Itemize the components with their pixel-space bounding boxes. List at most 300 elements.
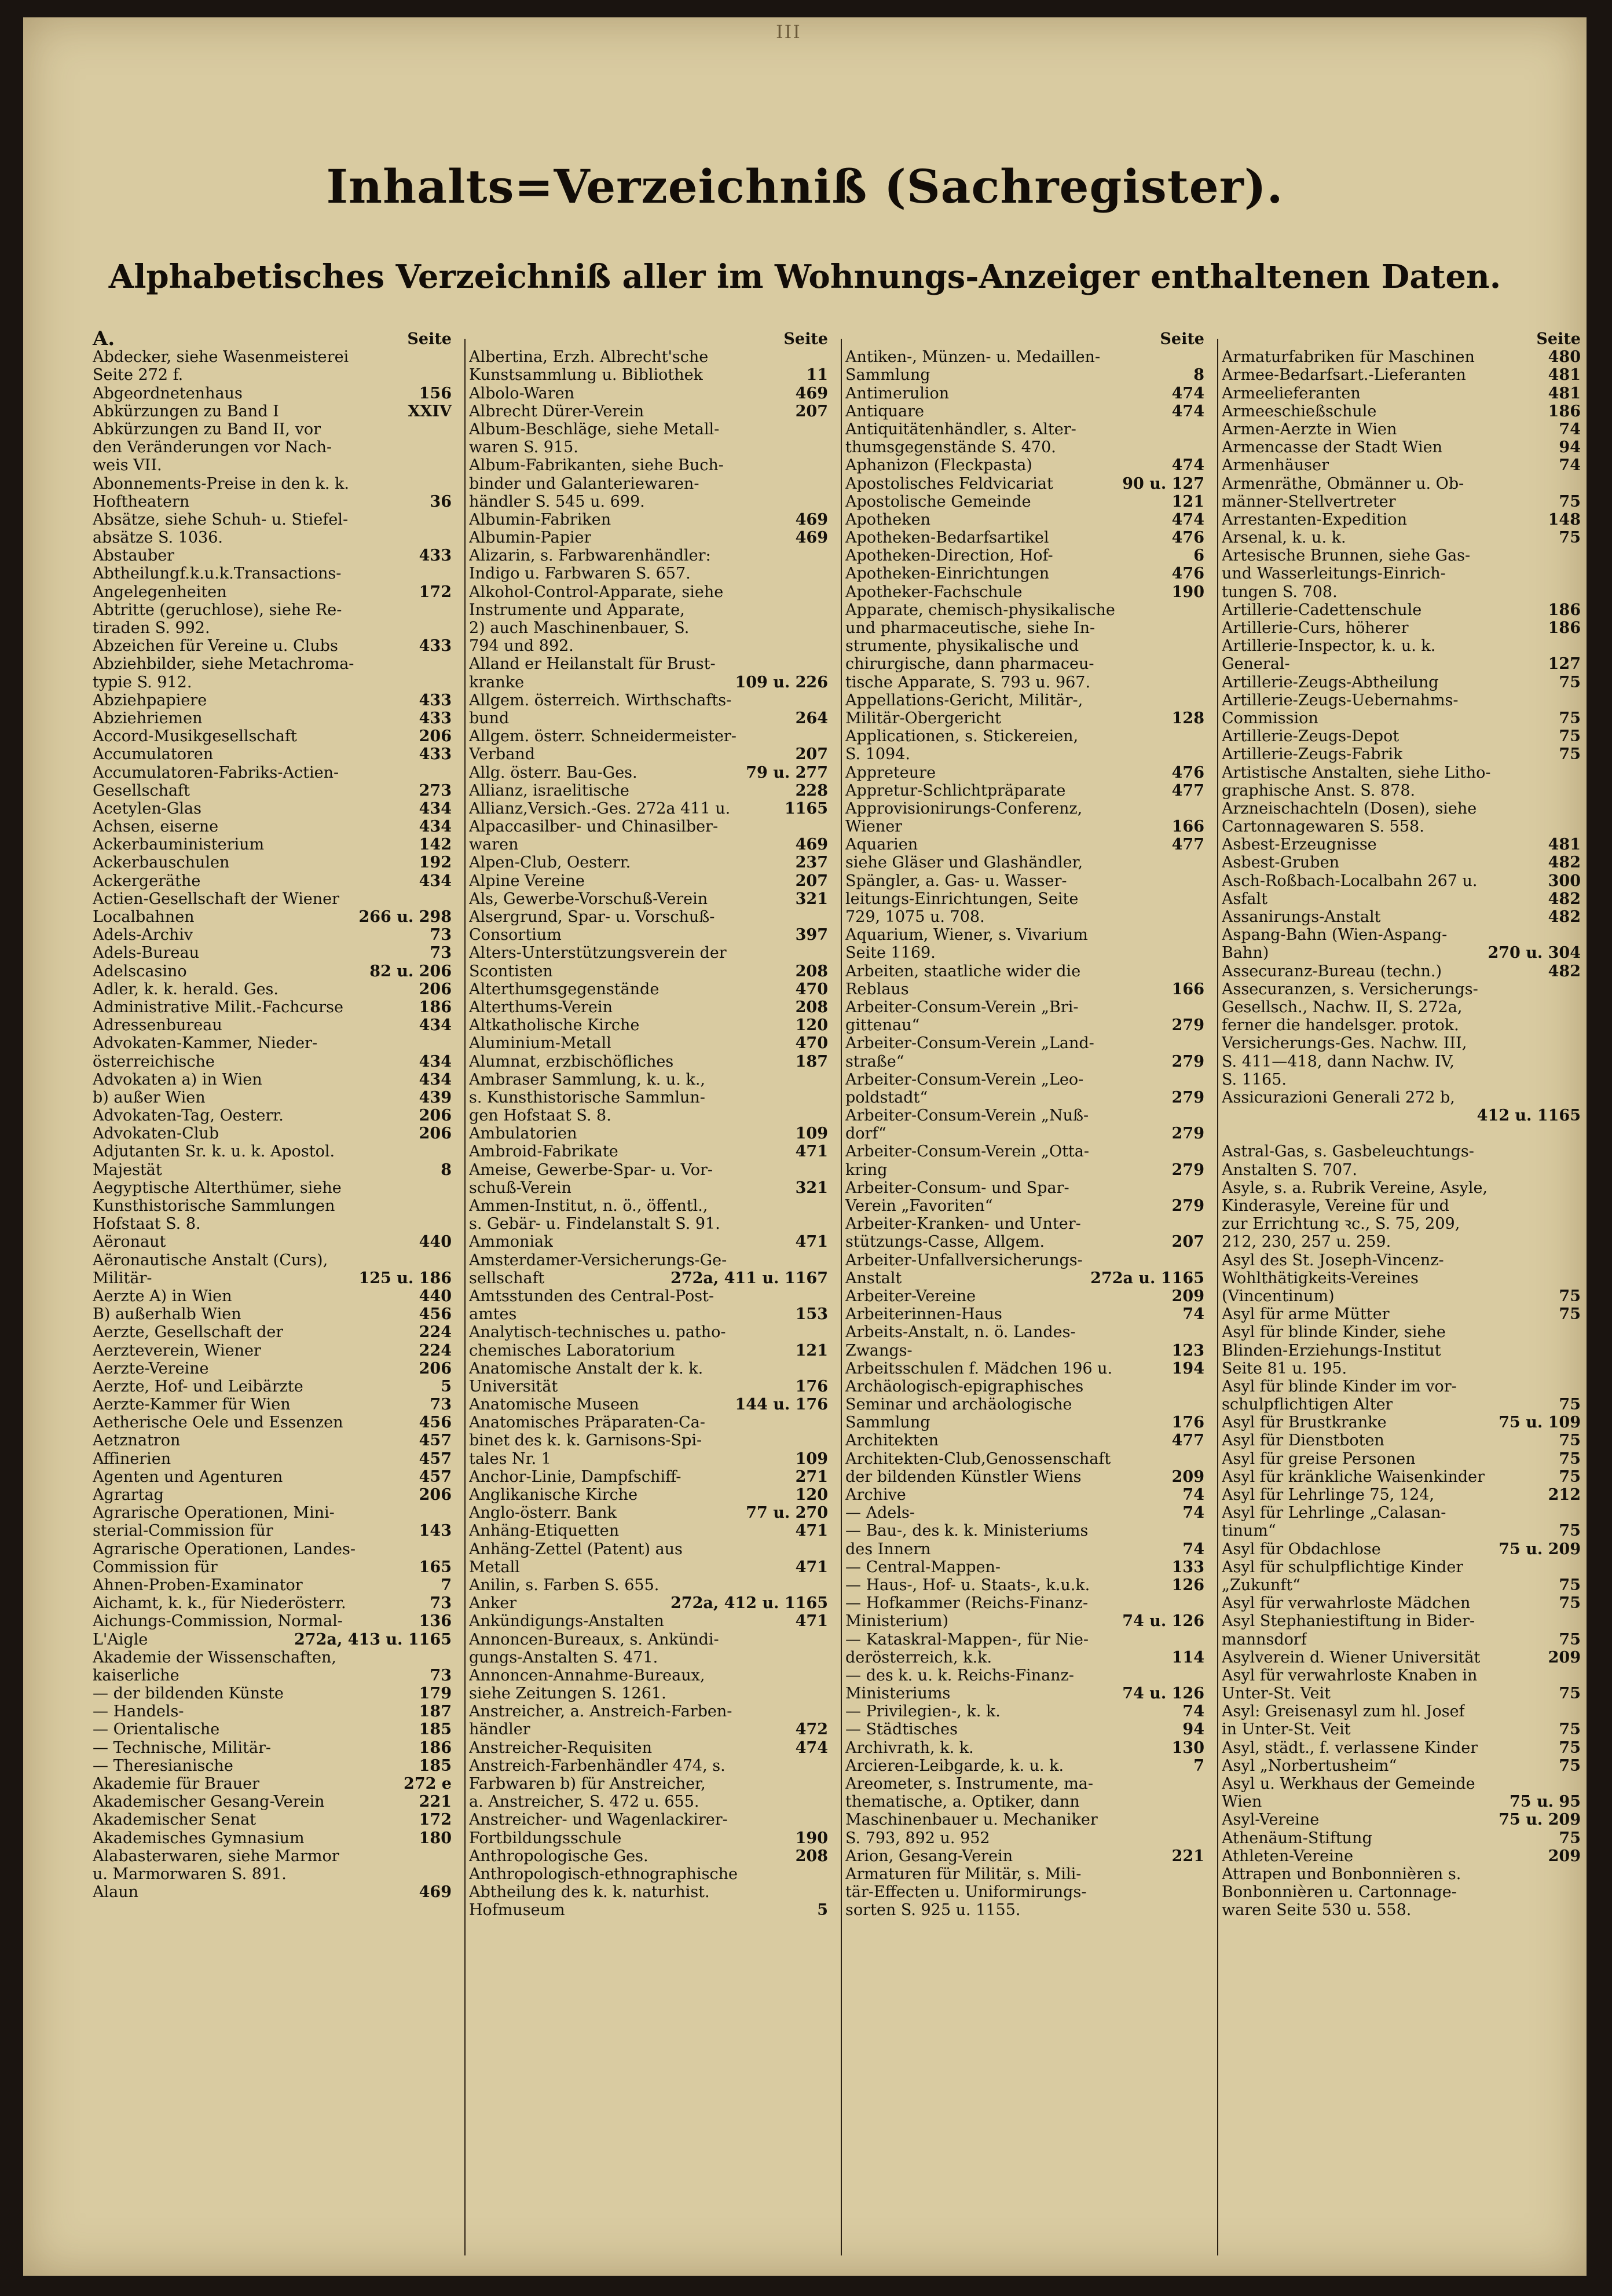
entry-page: 114: [1171, 1648, 1204, 1667]
entry-page: [1201, 1107, 1204, 1125]
entry-term: Alland er Heilanstalt für Brust-: [469, 655, 716, 673]
index-entry: [845, 836, 1204, 854]
entry-page: 474: [1171, 510, 1204, 529]
entry-term: kaiserliche: [93, 1666, 179, 1685]
entry-term: Alaun: [93, 1883, 139, 1902]
entry-term: — Theresianische: [93, 1756, 233, 1775]
entry-term: Abzeichen für Vereine u. Clubs: [93, 637, 338, 656]
entry-page: 75: [1559, 1720, 1581, 1739]
index-entry: [1222, 420, 1581, 438]
entry-term: Instrumente und Apparate,: [469, 600, 685, 619]
entry-term: zur Errichtung ꝛc., S. 75, 209,: [1222, 1215, 1460, 1233]
index-entry: [1222, 619, 1581, 637]
entry-page: [825, 601, 828, 619]
entry-page: 94: [1182, 1720, 1204, 1739]
entry-term: Areometer, s. Instrumente, ma-: [845, 1775, 1094, 1793]
entry-page: 469: [419, 1883, 452, 1902]
entry-page: [1201, 1251, 1204, 1269]
index-entry: [93, 872, 452, 890]
index-entry: [93, 1883, 452, 1901]
index-entry: [469, 1829, 828, 1847]
entry-term: Advokaten a) in Wien: [93, 1070, 262, 1089]
index-entry: [845, 1089, 1204, 1107]
entry-term: Affinerien: [93, 1449, 171, 1468]
entry-term: Apotheken-Direction, Hof-: [845, 547, 1053, 565]
entry-term: Alsergrund, Spar- u. Vorschuß-: [469, 908, 715, 926]
entry-term: chirurgische, dann pharmaceu-: [845, 655, 1094, 673]
entry-term: Adelscasino: [93, 962, 187, 980]
entry-term: Aquarien: [845, 836, 918, 854]
index-entry: [469, 1414, 828, 1431]
index-entry: [93, 1775, 452, 1793]
index-entry: [469, 1739, 828, 1757]
entry-term: Abdecker, siehe Wasenmeisterei: [93, 348, 349, 367]
entry-term: Alpaccasilber- und Chinasilber-: [469, 818, 719, 836]
index-entry: [469, 745, 828, 763]
index-entry: [1222, 800, 1581, 818]
entry-term: Asyl: Greisenasyl zum hl. Josef: [1222, 1702, 1465, 1721]
entry-page: 206: [419, 1107, 452, 1125]
index-entry: [93, 1305, 452, 1323]
entry-term: Abziehpapiere: [93, 691, 207, 709]
entry-page: [825, 1685, 828, 1702]
entry-page: [825, 1251, 828, 1269]
index-entry: [469, 438, 828, 456]
entry-page: 142: [419, 836, 452, 854]
entry-term: männer-Stellvertreter: [1222, 492, 1396, 511]
entry-page: [1201, 1901, 1204, 1919]
entry-term: Anilin, s. Farben S. 655.: [469, 1576, 660, 1594]
entry-term: Gesellsch., Nachw. II, S. 272a,: [1222, 998, 1463, 1016]
index-entry: [469, 1233, 828, 1251]
index-entry: [1222, 1305, 1581, 1323]
index-entry: [845, 1215, 1204, 1233]
entry-term: Archivrath, k. k.: [845, 1738, 974, 1757]
entry-term: und pharmaceutische, siehe In-: [845, 619, 1096, 637]
entry-page: 482: [1548, 889, 1581, 908]
index-entry: [93, 745, 452, 763]
entry-term: Absätze, siehe Schuh- u. Stiefel-: [93, 510, 349, 529]
entry-page: 7: [1193, 1756, 1204, 1775]
entry-term: Asyl für kränkliche Waisenkinder: [1222, 1467, 1485, 1486]
entry-term: des Innern: [845, 1540, 931, 1558]
index-entry: [93, 818, 452, 836]
entry-term: waren: [469, 836, 519, 854]
index-entry: [845, 745, 1204, 763]
entry-term: Asyle, s. a. Rubrik Vereine, Asyle,: [1222, 1178, 1488, 1197]
index-entry: [845, 926, 1204, 944]
entry-term: Fortbildungsschule: [469, 1829, 622, 1847]
entry-term: Arrestanten-Expedition: [1222, 510, 1408, 529]
index-entry: [845, 980, 1204, 998]
entry-page: 128: [1171, 709, 1204, 727]
entry-term: Amtsstunden des Central-Post-: [469, 1287, 715, 1305]
entry-term: Indigo u. Farbwaren S. 657.: [469, 565, 691, 583]
index-entry: [469, 583, 828, 601]
index-entry: [1222, 1865, 1581, 1883]
entry-term: Aichungs-Commission, Normal-: [93, 1612, 343, 1631]
index-entry: [1222, 385, 1581, 402]
entry-page: [448, 438, 452, 456]
index-entry: [845, 1522, 1204, 1540]
seite-label: Seite: [1160, 330, 1204, 348]
entry-term: Asyl für Lehrlinge „Calasan-: [1222, 1504, 1446, 1522]
index-entry: [1222, 1649, 1581, 1667]
entry-term: Asyl für greise Personen: [1222, 1449, 1416, 1468]
entry-term: Architekten: [845, 1431, 939, 1450]
entry-page: [1201, 1450, 1204, 1468]
entry-term: kranke: [469, 673, 525, 691]
entry-page: [1201, 944, 1204, 962]
entry-term: Adressenbureau: [93, 1016, 222, 1035]
index-entry: [469, 1720, 828, 1738]
entry-page: [1201, 908, 1204, 926]
index-entry: [469, 1504, 828, 1522]
index-entry: [1222, 456, 1581, 474]
index-entry: [845, 709, 1204, 727]
entry-page: 172: [419, 1811, 452, 1829]
entry-term: Spängler, a. Gas- u. Wasser-: [845, 871, 1067, 890]
index-entry: [1222, 475, 1581, 493]
entry-page: 75: [1559, 1467, 1581, 1486]
entry-page: 279: [1171, 1197, 1204, 1215]
entry-term: Sammlung: [845, 1414, 930, 1432]
entry-page: 148: [1548, 510, 1581, 529]
index-entry: [845, 547, 1204, 565]
entry-page: [1577, 1142, 1581, 1160]
entry-page: XXIV: [408, 402, 452, 420]
entry-page: [1201, 1594, 1204, 1612]
entry-page: 133: [1171, 1558, 1204, 1576]
index-entry: [1222, 1360, 1581, 1378]
index-entry: [93, 1612, 452, 1630]
index-entry: [1222, 1883, 1581, 1901]
index-entry: [93, 1631, 452, 1649]
entry-term: Asyl „Norbertusheim“: [1222, 1756, 1397, 1775]
entry-page: 456: [419, 1305, 452, 1324]
entry-term: sterial-Commission für: [93, 1522, 273, 1540]
entry-term: Apparate, chemisch-physikalische: [845, 600, 1115, 619]
index-entry: [845, 1757, 1204, 1775]
entry-page: [1201, 420, 1204, 438]
entry-page: [825, 1667, 828, 1685]
entry-term: den Veränderungen vor Nach-: [93, 438, 332, 457]
entry-term: Asyl für Lehrlinge 75, 124,: [1222, 1486, 1435, 1504]
entry-page: [1577, 1883, 1581, 1901]
entry-term: Als, Gewerbe-Vorschuß-Verein: [469, 889, 708, 908]
entry-term: Anstreicher, a. Anstreich-Farben-: [469, 1702, 732, 1721]
index-entry: [93, 1287, 452, 1305]
entry-term: straße“: [845, 1052, 904, 1071]
index-entry: [845, 1540, 1204, 1558]
entry-term: Aluminium-Metall: [469, 1034, 611, 1053]
index-entry: [1222, 402, 1581, 420]
entry-term: tungen S. 708.: [1222, 583, 1338, 601]
entry-page: 192: [419, 854, 452, 872]
index-entry: [93, 1739, 452, 1757]
entry-page: [1577, 818, 1581, 836]
entry-page: 208: [795, 998, 828, 1016]
entry-page: 109: [795, 1125, 828, 1143]
entry-term: Appreteure: [845, 763, 936, 782]
entry-page: 127: [1548, 655, 1581, 673]
entry-term: Aëronautische Anstalt (Curs),: [93, 1251, 328, 1269]
index-entry: [1222, 1414, 1581, 1431]
entry-page: 73: [430, 1396, 452, 1414]
entry-page: 212: [1548, 1486, 1581, 1504]
index-entry: [469, 1016, 828, 1034]
index-entry: [469, 475, 828, 493]
entry-term: Asyl für Dienstboten: [1222, 1431, 1384, 1450]
entry-page: [448, 1142, 452, 1160]
entry-page: [825, 1215, 828, 1233]
entry-page: 434: [419, 871, 452, 890]
entry-page: [448, 1865, 452, 1883]
index-entry: [469, 1631, 828, 1649]
entry-page: 190: [795, 1829, 828, 1847]
index-entry: [845, 1378, 1204, 1396]
index-entry: [93, 836, 452, 854]
index-entry: [845, 800, 1204, 818]
entry-term: Artistische Anstalten, siehe Litho-: [1222, 763, 1491, 782]
entry-term: Seite 81 u. 195.: [1222, 1359, 1347, 1378]
entry-page: [825, 1702, 828, 1720]
entry-page: [1201, 1142, 1204, 1160]
index-entry: [93, 1016, 452, 1034]
index-entry: [845, 1197, 1204, 1215]
entry-term: Armenhäuser: [1222, 456, 1329, 475]
index-entry: [469, 1378, 828, 1396]
index-entry: [845, 1071, 1204, 1089]
index-entry: [1222, 1775, 1581, 1793]
index-entry: [93, 890, 452, 908]
index-entry: [1222, 655, 1581, 673]
entry-page: 194: [1171, 1359, 1204, 1378]
entry-page: 433: [419, 691, 452, 709]
entry-page: 120: [795, 1486, 828, 1504]
index-entry: [469, 456, 828, 474]
entry-term: Ministeriums: [845, 1685, 951, 1703]
index-entry: [469, 601, 828, 619]
entry-term: Actien-Gesellschaft der Wiener: [93, 889, 340, 908]
index-entry: [93, 511, 452, 529]
index-entry: [845, 583, 1204, 601]
entry-term: Arbeiter-Consum- und Spar-: [845, 1178, 1069, 1197]
entry-term: Asyl für Obdachlose: [1222, 1540, 1381, 1558]
entry-page: [1577, 583, 1581, 601]
index-entry: [1222, 1450, 1581, 1468]
entry-term: Farbwaren b) für Anstreicher,: [469, 1775, 706, 1793]
entry-term: Agenten und Agenturen: [93, 1467, 283, 1486]
entry-term: Wien: [1222, 1793, 1262, 1811]
entry-term: binet des k. k. Garnisons-Spi-: [469, 1431, 702, 1450]
entry-term: Majestät: [93, 1160, 162, 1179]
entry-term: thematische, a. Optiker, dann: [845, 1793, 1080, 1811]
entry-page: [1577, 1775, 1581, 1793]
index-entry: [469, 1125, 828, 1142]
entry-page: [825, 691, 828, 709]
entry-term: — Handels-: [93, 1702, 184, 1721]
entry-page: 272a, 411 u. 1167: [671, 1269, 828, 1287]
index-entry: [469, 1323, 828, 1341]
index-entry: [1222, 1378, 1581, 1396]
entry-term: Anthropologische Ges.: [469, 1847, 649, 1865]
entry-term: General-: [1222, 655, 1290, 673]
entry-term: Ahnen-Proben-Examinator: [93, 1576, 303, 1594]
entry-page: 79 u. 277: [746, 763, 828, 782]
index-entry: [93, 1540, 452, 1558]
entry-page: 77 u. 270: [746, 1504, 828, 1522]
entry-page: 75: [1559, 1449, 1581, 1468]
entry-page: 120: [795, 1016, 828, 1035]
index-entry: [93, 1107, 452, 1125]
entry-term: Abtheilungf.k.u.k.Transactions-: [93, 565, 342, 583]
entry-page: [825, 565, 828, 583]
entry-page: 94: [1559, 438, 1581, 457]
entry-page: [1201, 1667, 1204, 1685]
entry-term: — Hofkammer (Reichs-Finanz-: [845, 1594, 1089, 1613]
entry-page: 75: [1559, 529, 1581, 547]
entry-page: 272a u. 1165: [1090, 1269, 1204, 1287]
entry-term: händler S. 545 u. 699.: [469, 492, 645, 511]
entry-page: 474: [1171, 384, 1204, 402]
index-entry: [469, 402, 828, 420]
entry-page: 456: [419, 1414, 452, 1432]
index-entry: [469, 493, 828, 511]
index-entry: [1222, 890, 1581, 908]
entry-page: 125 u. 186: [358, 1269, 452, 1287]
index-entry: [845, 1125, 1204, 1142]
entry-term: Abziehriemen: [93, 709, 203, 727]
entry-term: S. 411—418, dann Nachw. IV,: [1222, 1052, 1455, 1071]
page-sheet: [23, 17, 1587, 2276]
entry-page: 75: [1559, 492, 1581, 511]
entry-page: 73: [430, 1666, 452, 1685]
entry-term: Akademischer Senat: [93, 1811, 257, 1829]
index-entry: [93, 1161, 452, 1179]
entry-page: [448, 1649, 452, 1667]
entry-term: 212, 230, 257 u. 259.: [1222, 1233, 1391, 1251]
entry-page: [825, 456, 828, 474]
entry-page: [1577, 691, 1581, 709]
index-entry: [469, 1142, 828, 1160]
entry-page: [1201, 890, 1204, 908]
index-entry: [469, 1431, 828, 1449]
entry-term: thumsgegenstände S. 470.: [845, 438, 1056, 457]
entry-page: 279: [1171, 1125, 1204, 1143]
entry-term: Aëronaut: [93, 1233, 166, 1251]
entry-term: Abtheilung des k. k. naturhist.: [469, 1883, 710, 1902]
entry-term: Arbeitsschulen f. Mädchen 196 u.: [845, 1359, 1113, 1378]
entry-term: Asylverein d. Wiener Universität: [1222, 1648, 1481, 1667]
entry-page: 474: [1171, 402, 1204, 420]
entry-term: chemisches Laboratorium: [469, 1341, 675, 1360]
entry-term: kring: [845, 1160, 888, 1179]
entry-page: 476: [1171, 565, 1204, 583]
entry-page: [825, 1414, 828, 1431]
index-entry: [469, 836, 828, 854]
entry-page: 469: [795, 510, 828, 529]
entry-term: Agrartag: [93, 1486, 164, 1504]
entry-page: [1577, 1323, 1581, 1341]
entry-page: [825, 1431, 828, 1449]
entry-term: Asyl u. Werkhaus der Gemeinde: [1222, 1775, 1475, 1793]
entry-page: 206: [419, 1125, 452, 1143]
entry-term: absätze S. 1036.: [93, 529, 223, 547]
entry-term: Anstreich-Farbenhändler 474, s.: [469, 1756, 726, 1775]
index-entry: [1222, 1540, 1581, 1558]
entry-term: Arion, Gesang-Verein: [845, 1847, 1013, 1865]
entry-term: — des k. u. k. Reichs-Finanz-: [845, 1666, 1074, 1685]
index-entry: [845, 1847, 1204, 1865]
index-entry: [93, 1215, 452, 1233]
entry-page: [1201, 1396, 1204, 1414]
index-entry: [469, 348, 828, 366]
entry-term: Attrapen und Bonbonnièren s.: [1222, 1865, 1461, 1883]
entry-term: Allgem. österreich. Wirthschafts-: [469, 691, 732, 709]
entry-page: [825, 1287, 828, 1305]
entry-term: Abkürzungen zu Band I: [93, 402, 279, 420]
entry-page: 457: [419, 1431, 452, 1450]
entry-page: [448, 348, 452, 366]
entry-page: [1201, 673, 1204, 691]
entry-term: in Unter-St. Veit: [1222, 1720, 1351, 1739]
entry-term: — Central-Mappen-: [845, 1558, 1001, 1576]
entry-term: Abtritte (geruchlose), siehe Re-: [93, 600, 342, 619]
index-entry: [93, 1142, 452, 1160]
entry-term: Approvisionirungs-Conferenz,: [845, 799, 1083, 818]
entry-page: [1201, 1215, 1204, 1233]
index-entry: [93, 782, 452, 800]
entry-page: 272a, 413 u. 1165: [294, 1630, 452, 1649]
entry-page: 434: [419, 818, 452, 836]
entry-page: 469: [795, 529, 828, 547]
index-entry: [845, 890, 1204, 908]
index-entry: [1222, 438, 1581, 456]
entry-page: 74: [1182, 1504, 1204, 1522]
index-entry: [845, 962, 1204, 980]
entry-term: Aerzte, Gesellschaft der: [93, 1323, 284, 1342]
entry-page: [448, 1197, 452, 1215]
entry-term: Kinderasyle, Vereine für und: [1222, 1197, 1449, 1215]
index-entry: [93, 1034, 452, 1052]
index-entry: [469, 764, 828, 782]
index-entry: [93, 529, 452, 547]
index-entry: [845, 673, 1204, 691]
index-entry: [1222, 1594, 1581, 1612]
entry-page: 74: [1182, 1486, 1204, 1504]
index-entry: [845, 1360, 1204, 1378]
column-header: [93, 327, 452, 350]
entry-page: [448, 1847, 452, 1865]
entry-page: 74: [1559, 456, 1581, 475]
entry-term: Kunstsammlung u. Bibliothek: [469, 366, 703, 385]
entry-page: 206: [419, 980, 452, 998]
index-entry: [469, 1287, 828, 1305]
entry-page: [448, 1034, 452, 1052]
entry-page: [825, 619, 828, 637]
entry-page: [1577, 1089, 1581, 1107]
entry-page: 208: [795, 962, 828, 980]
entry-term: Apostolisches Feldvicariat: [845, 474, 1053, 493]
entry-term: Verein „Favoriten“: [845, 1197, 993, 1215]
entry-page: [1577, 1016, 1581, 1034]
entry-term: a. Anstreicher, S. 472 u. 655.: [469, 1793, 699, 1811]
index-entry: [469, 1107, 828, 1125]
entry-term: Ammoniak: [469, 1233, 554, 1251]
entry-page: [1201, 872, 1204, 890]
index-entry: [469, 1179, 828, 1197]
